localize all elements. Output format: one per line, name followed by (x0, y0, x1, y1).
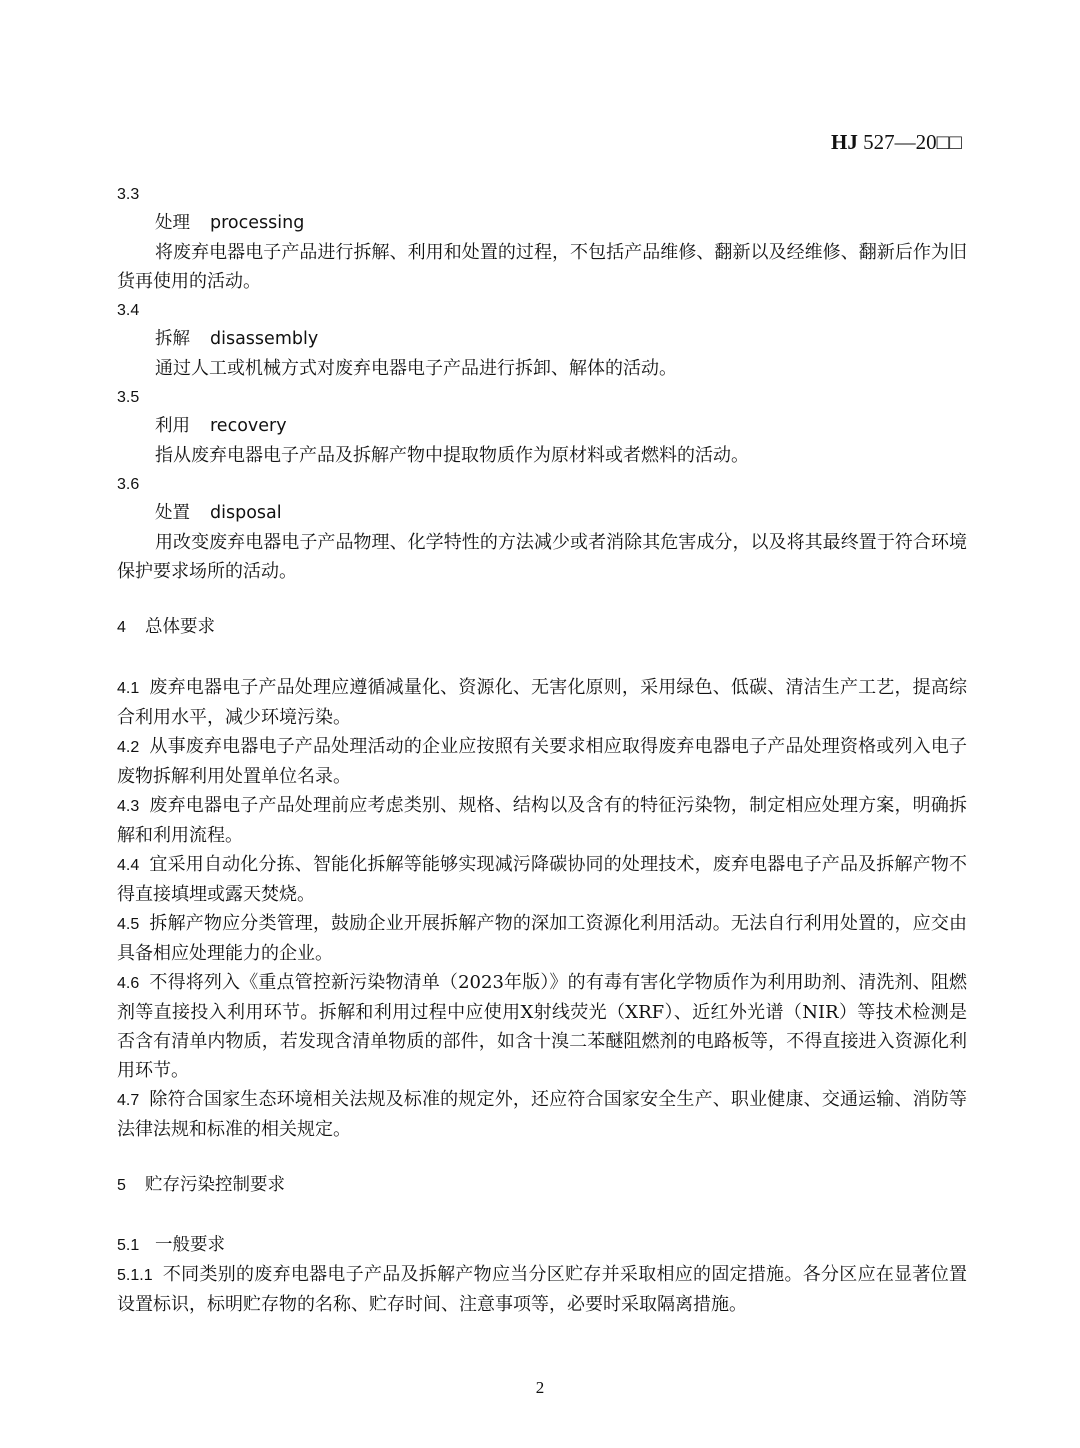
document-body (117, 180, 967, 1319)
term (117, 412, 967, 441)
clause-number: 3.5 (117, 389, 140, 406)
clause-number: 3.3 (117, 186, 140, 203)
paragraph-text: 废弃电器电子产品处理应遵循减量化、资源化、无害化原则，采用绿色、低碳、清洁生产工艺，提高综合利用水平，减少环境污染。 (117, 677, 967, 728)
clause-paragraph (117, 850, 967, 909)
section-number: 5 (117, 1177, 126, 1194)
standard-code-number: 527—20□□ (857, 130, 962, 154)
definition: 用改变废弃电器电子产品物理、化学特性的方法减少或者消除其危害成分，以及将其最终置于符合环境保护要求场所的活动。 (117, 532, 967, 582)
term-en: disassembly (210, 329, 319, 349)
paragraph-number: 4.7 (117, 1092, 140, 1109)
clause-number: 3.6 (117, 476, 140, 493)
subsection-number: 5.1 (117, 1237, 140, 1254)
standard-code-prefix: HJ (831, 130, 858, 154)
clause-paragraph (117, 909, 967, 968)
section-heading (117, 613, 967, 642)
paragraph-number: 4.1 (117, 680, 140, 697)
paragraph-text: 宜采用自动化分拣、智能化拆解等能够实现减污降碳协同的处理技术，废弃电器电子产品及拆解产物不得直接填埋或露天焚烧。 (117, 854, 967, 905)
paragraph-text: 不同类别的废弃电器电子产品及拆解产物应当分区贮存并采取相应的固定措施。各分区应在显著位置设置标识，标明贮存物的名称、贮存时间、注意事项等，必要时采取隔离措施。 (117, 1264, 967, 1315)
term (117, 325, 967, 354)
paragraph-number: 4.3 (117, 798, 140, 815)
clause-paragraph (117, 732, 967, 791)
page-number: 2 (535, 1378, 545, 1397)
standard-code (831, 130, 962, 155)
clause-number: 3.4 (117, 302, 140, 319)
term-cn: 处置 (155, 503, 190, 523)
paragraph-number: 4.6 (117, 975, 140, 992)
clause-paragraph (117, 1260, 967, 1319)
clause-paragraph (117, 791, 967, 850)
section-number: 4 (117, 619, 126, 636)
paragraph-number: 5.1.1 (117, 1267, 153, 1284)
paragraph-text: 拆解产物应分类管理，鼓励企业开展拆解产物的深加工资源化利用活动。无法自行利用处置的，应交由具备相应处理能力的企业。 (117, 913, 967, 964)
paragraph-number: 4.2 (117, 739, 140, 756)
clause-paragraph (117, 673, 967, 732)
term-en: recovery (210, 416, 287, 436)
section-title: 贮存污染控制要求 (145, 1175, 285, 1195)
definition: 通过人工或机械方式对废弃电器电子产品进行拆卸、解体的活动。 (155, 358, 677, 379)
clause-paragraph (117, 968, 967, 1085)
term-en: disposal (210, 503, 282, 523)
term-cn: 利用 (155, 416, 190, 436)
subsection-title: 一般要求 (155, 1235, 225, 1255)
paragraph-number: 4.5 (117, 916, 140, 933)
paragraph-text: 从事废弃电器电子产品处理活动的企业应按照有关要求相应取得废弃电器电子产品处理资格或列入电子废物拆解利用处置单位名录。 (117, 736, 967, 787)
term-en: processing (210, 213, 305, 233)
term (117, 209, 967, 238)
term (117, 499, 967, 528)
term-cn: 拆解 (155, 329, 190, 349)
paragraph-text: 不得将列入《重点管控新污染物清单（2023年版）》的有毒有害化学物质作为利用助剂、清洗剂、阻燃剂等直接投入利用环节。拆解和利用过程中应使用X射线荧光（XRF）、近红外光谱（NIR）等技术检测是否含有清单内物质，若发现含清单物质的部件，如含十溴二苯醚阻燃剂的电路板等，不得直接进入资源化利用环节。 (117, 972, 967, 1081)
paragraph-text: 废弃电器电子产品处理前应考虑类别、规格、结构以及含有的特征污染物，制定相应处理方案，明确拆解和利用流程。 (117, 795, 967, 846)
term-cn: 处理 (155, 213, 190, 233)
section-title: 总体要求 (145, 617, 215, 637)
subsection-heading (117, 1231, 967, 1260)
clause-paragraph (117, 1085, 967, 1144)
paragraph-text: 除符合国家生态环境相关法规及标准的规定外，还应符合国家安全生产、职业健康、交通运输、消防等法律法规和标准的相关规定。 (117, 1089, 967, 1140)
section-heading (117, 1171, 967, 1200)
definition: 指从废弃电器电子产品及拆解产物中提取物质作为原材料或者燃料的活动。 (155, 445, 749, 466)
definition: 将废弃电器电子产品进行拆解、利用和处置的过程，不包括产品维修、翻新以及经维修、翻新后作为旧货再使用的活动。 (117, 242, 967, 292)
paragraph-number: 4.4 (117, 857, 140, 874)
